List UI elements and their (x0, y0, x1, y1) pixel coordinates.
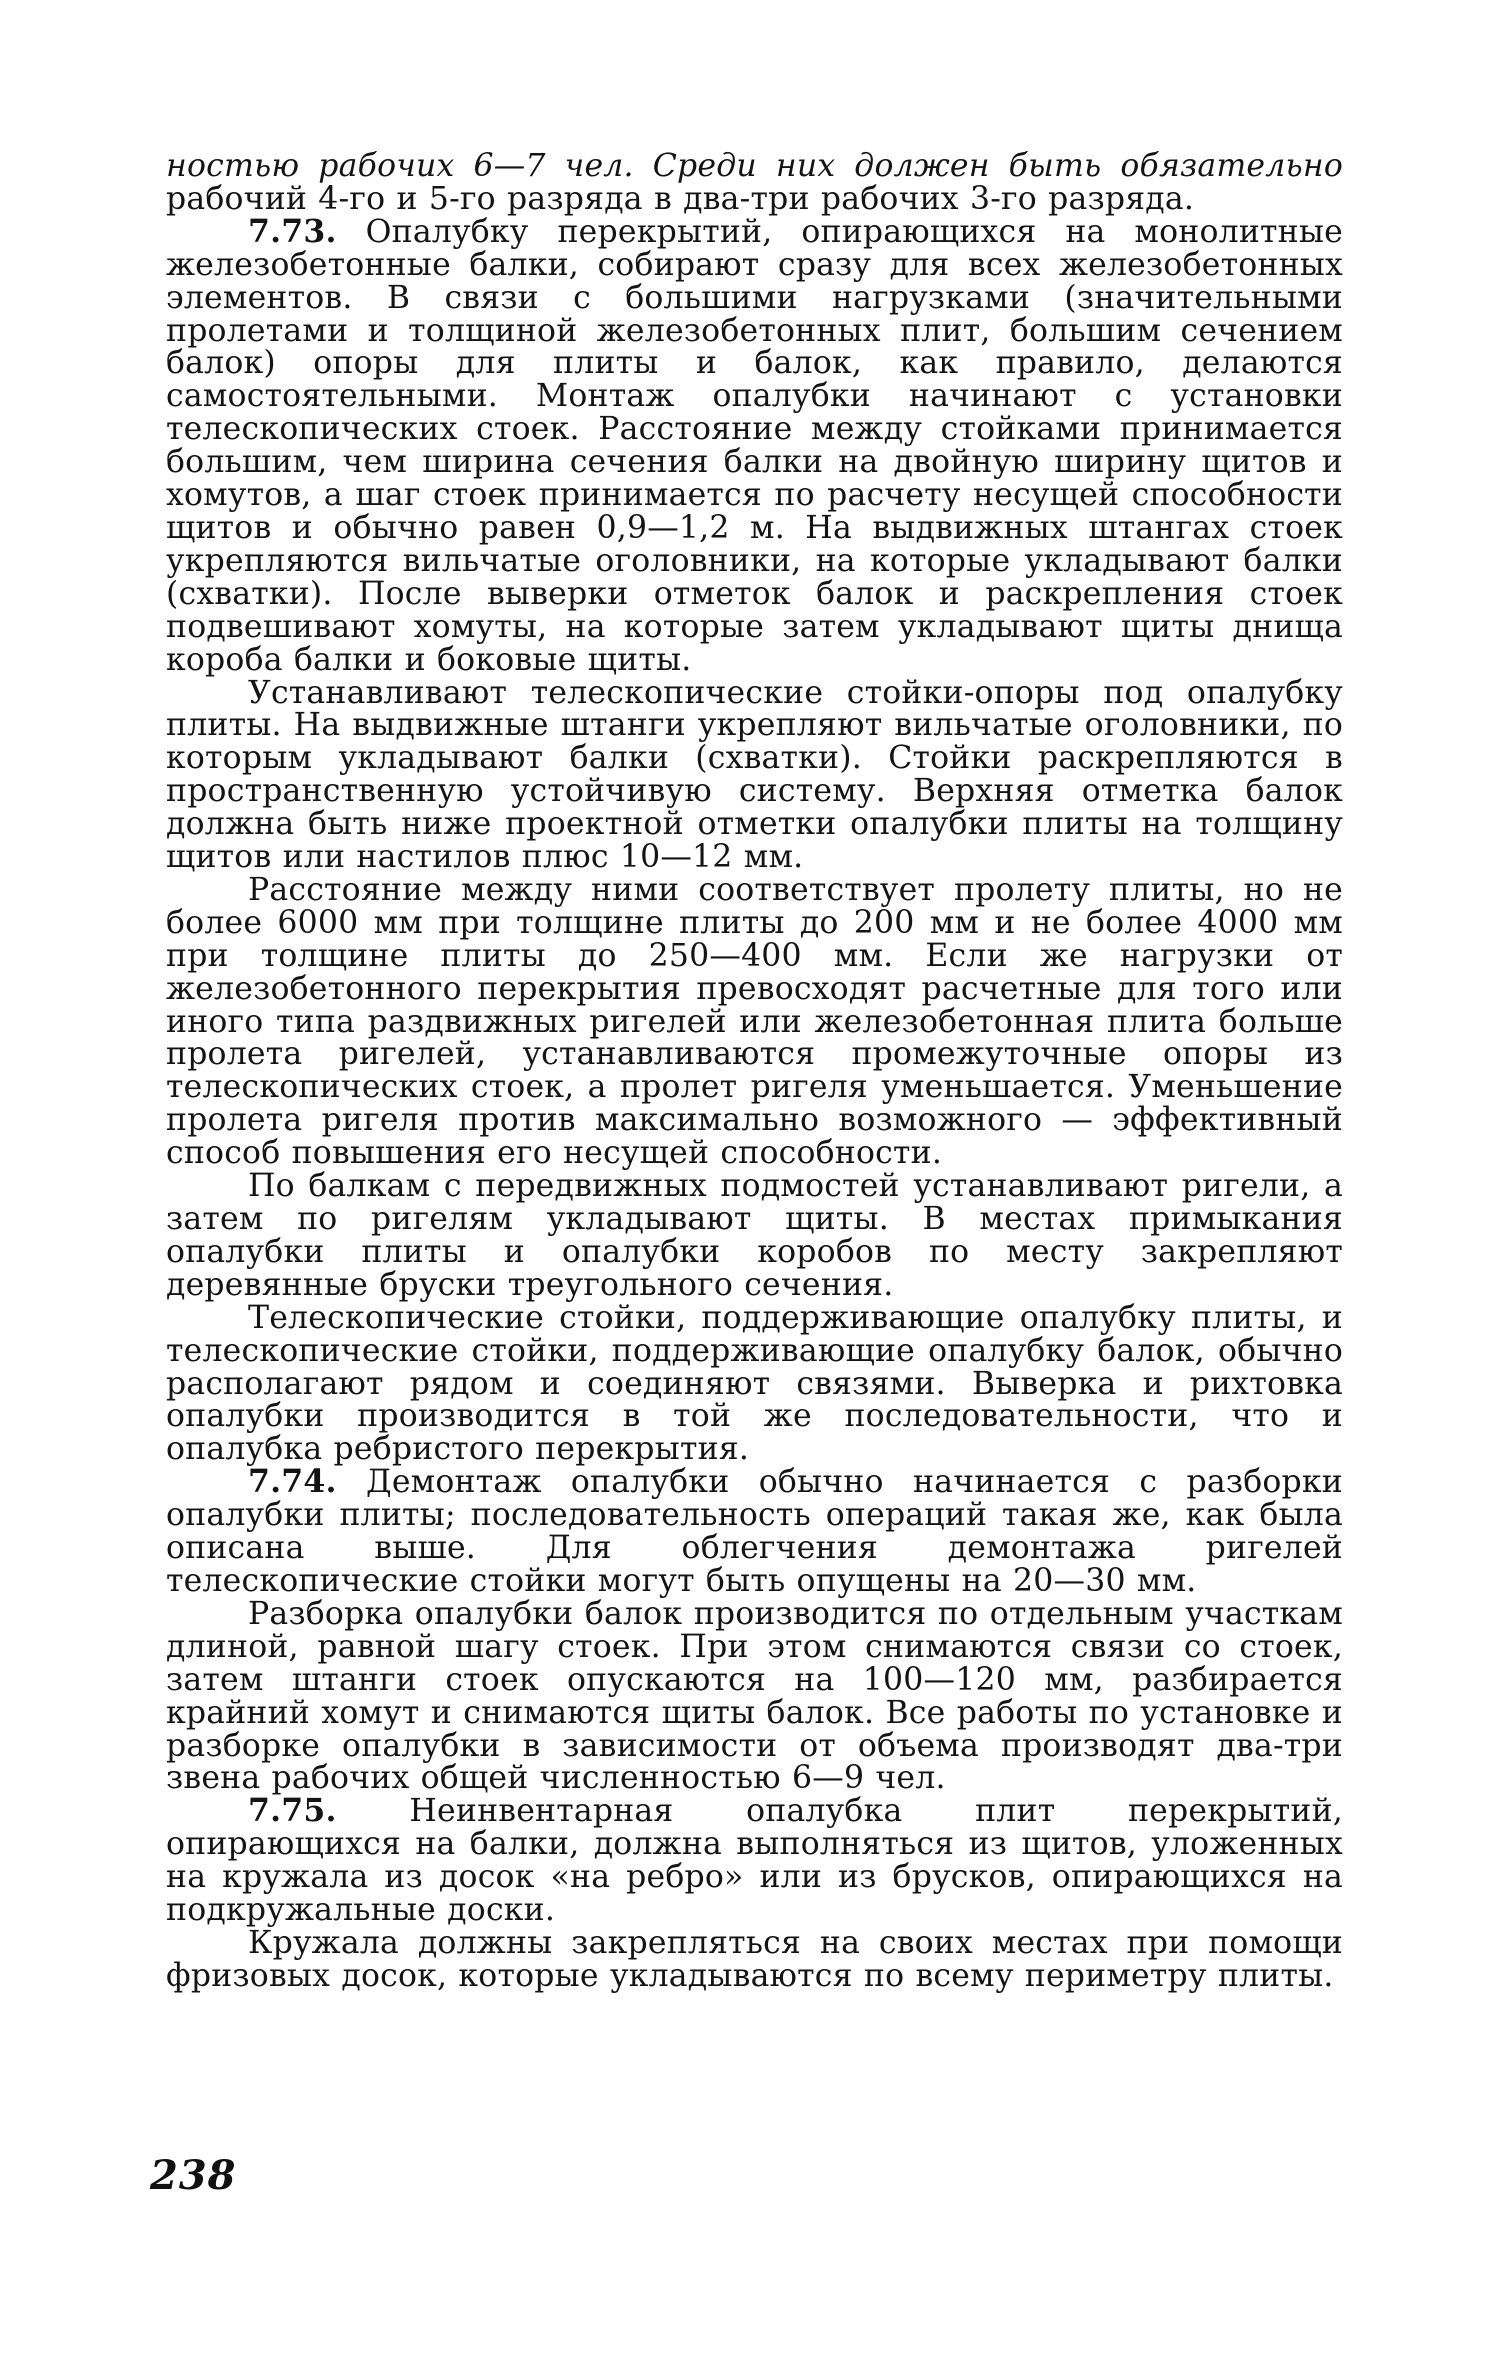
paragraph-7-73 (166, 212, 1343, 678)
paragraph-text: Опалубку перекрытий, опирающихся на монолитные железобетонные балки, собирают сразу для всех железобетонных элементов. В связи с большими нагрузками (значительными пролетами и толщиной железобетонных плит, большим сечением балок) опоры для плиты и балок, как правило, делаются самостоятельными. Монтаж опалубки начинают с установки телескопических стоек. Расстояние между стойками принимается большим, чем ширина сечения балки на двойную ширину щитов и хомутов, а шаг стоек принимается по расчету несущей способности щитов и обычно равен 0,9—1,2 м. На выдвижных штангах стоек укрепляются вильчатые оголовники, на которые укладывают балки (схватки). После выверки отметок балок и раскрепления стоек подвешивают хомуты, на которые затем укладывают щиты днища короба балки и боковые щиты. (166, 213, 1343, 678)
page-number: 238 (150, 2152, 237, 2199)
paragraph (166, 1595, 1343, 1797)
paragraph-7-75 (166, 1792, 1343, 1929)
paragraph-text: По балкам с передвижных подмостей устанавливают ригели, а затем по ригелям укладывают щиты. В местах примыкания опалубки плиты и опалубки коробов по месту закрепляют деревянные бруски треугольного сечения. (166, 1168, 1343, 1303)
paragraph (166, 1170, 1343, 1302)
paragraph-text: Неинвентарная опалубка плит перекрытий, опирающихся на балки, должна выполняться из щитов, уложенных на кружала из досок «на ребро» или из брусков, опирающихся на подкружальные доски. (166, 1793, 1343, 1929)
paragraph-emphasis: ностью рабочих 6—7 чел. Среди них должен быть обязательно (166, 148, 1343, 184)
paragraph-text: Кружала должны закрепляться на своих местах при помощи фризовых досок, которые укладываются по всему периметру плиты. (166, 1924, 1343, 1994)
paragraph-text: Демонтаж опалубки обычно начинается с разборки опалубки плиты; последовательность операций такая же, как была описана выше. Для облегчения демонтажа ригелей телескопические стойки могут быть опущены на 20—30 мм. (166, 1464, 1344, 1599)
item-number: 7.73. (248, 212, 337, 250)
paragraph-text: Расстояние между ними соответствует пролету плиты, но не более 6000 мм при толщине плиты до 200 мм и не более 4000 мм при толщине плиты до 250—400 мм. Если же нагрузки от железобетонного перекрытия превосходят расчетные для того или иного типа раздвижных ригелей или железобетонная плита больше пролета ригелей, устанавливаются промежуточные опоры из телескопических стоек, а пролет ригеля уменьшается. Уменьшение пролета ригеля против максимально возможного — эффективный способ повышения его несущей способности. (166, 871, 1343, 1172)
body-text (166, 150, 1343, 1993)
paragraph-continuation (166, 150, 1343, 216)
paragraph-text: рабочий 4-го и 5-го разряда в два-три рабочих 3-го разряда. (166, 180, 1195, 217)
paragraph (166, 871, 1343, 1172)
paragraph-text: Устанавливают телескопические стойки-опоры под опалубку плиты. На выдвижные штанги укрепляют вильчатые оголовники, по которым укладывают балки (схватки). Стойки раскрепляются в пространственную устойчивую систему. Верхняя отметка балок должна быть ниже проектной отметки опалубки плиты на толщину щитов или настилов плюс 10—12 мм. (166, 674, 1343, 876)
paragraph-7-74 (166, 1463, 1344, 1599)
item-number: 7.74. (248, 1463, 337, 1501)
paragraph (166, 1299, 1343, 1468)
paragraph-text: Телескопические стойки, поддерживающие опалубку плиты, и телескопические стойки, поддерживающие опалубку балок, обычно располагают рядом и соединяют связями. Выверка и рихтовка опалубки производится в той же последовательности, что и опалубка ребристого перекрытия. (166, 1299, 1343, 1468)
paragraph-text: Разборка опалубки балок производится по отдельным участкам длиной, равной шагу стоек. При этом снимаются связи со стоек, затем штанги стоек опускаются на 100—120 мм, разбирается крайний хомут и снимаются щиты балок. Все работы по установке и разборке опалубки в зависимости от объема производят два-три звена рабочих общей численностью 6—9 чел. (166, 1595, 1343, 1797)
item-number: 7.75. (248, 1792, 337, 1830)
paragraph (166, 1924, 1343, 1994)
paragraph (166, 674, 1343, 876)
